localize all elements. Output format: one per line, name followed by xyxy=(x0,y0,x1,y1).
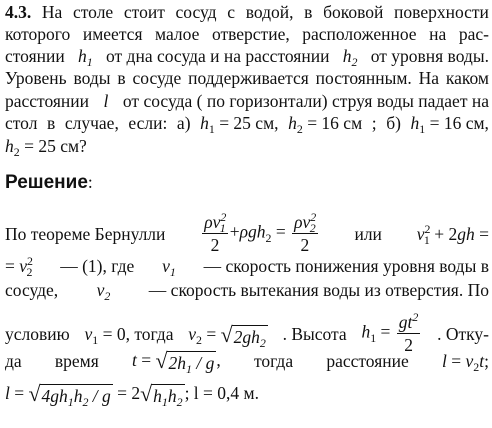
word: воды xyxy=(73,68,111,88)
solution-line-1 xyxy=(5,209,489,256)
equation-part-2: = $v^2_2$ xyxy=(5,253,33,280)
word: На xyxy=(418,68,440,88)
text-run: от дна сосуда и на расстоянии xyxy=(106,46,330,66)
word: б) xyxy=(386,113,401,133)
problem-number: 4.3. xyxy=(5,2,32,22)
word: сосуде xyxy=(132,68,182,88)
word: стол xyxy=(5,113,38,133)
problem-line-7 xyxy=(5,136,489,160)
word: а) xyxy=(176,113,191,133)
word: расстояние xyxy=(326,350,409,371)
problem-line-1 xyxy=(5,2,489,22)
word: стоит xyxy=(123,2,165,22)
word: сосуде, xyxy=(5,280,59,300)
word: расположенное xyxy=(302,24,417,44)
solution-line-2 xyxy=(5,253,489,280)
solution-heading-line xyxy=(5,172,489,193)
answer: ; l = 0,4 м. xyxy=(184,383,259,403)
question-mark: ? xyxy=(79,136,87,156)
word: в xyxy=(47,113,56,133)
word: да xyxy=(5,350,22,371)
var-v1: $v_1$ xyxy=(162,256,176,280)
word: имеется xyxy=(82,24,143,44)
problem-line-4 xyxy=(5,68,489,88)
formula-t: t = √ $2h_1$ / g , xyxy=(132,348,221,377)
word: с xyxy=(227,2,236,22)
word: на xyxy=(429,24,447,44)
formula-v2: $v_2$ = √ $2gh_2$ xyxy=(188,322,266,350)
word: На xyxy=(41,2,63,22)
value: = 25 см xyxy=(24,136,80,156)
problem-line-3 xyxy=(5,46,489,70)
var-h2: $h_2$ xyxy=(342,46,358,70)
problem-line-2 xyxy=(5,24,489,44)
final-formula: l = √ $4gh_1h_2$ / g = 2 √ $h_1h_2$ xyxy=(5,381,183,410)
text-run: По теореме Бернулли xyxy=(5,223,166,244)
word: постоянным. xyxy=(315,68,412,88)
solution-heading: Решение xyxy=(5,172,88,193)
text-run: от сосуда ( по горизонтали) струя воды падает на xyxy=(122,91,489,111)
word: которого xyxy=(5,24,71,44)
colon: : xyxy=(87,172,93,192)
word: в xyxy=(117,68,126,88)
case-a-h1: $h_1 = 25$ см, xyxy=(200,113,279,137)
word: каком xyxy=(445,68,489,88)
word: рас- xyxy=(458,24,489,44)
solution-line-6 xyxy=(5,380,489,410)
solution-line-3 xyxy=(5,280,489,304)
equation-part-1: $v^2_1 + 2gh$ = xyxy=(416,221,489,247)
word: случае, xyxy=(64,113,119,133)
word: поверхности xyxy=(394,2,489,22)
word: сосуд xyxy=(175,2,217,22)
text-run: . Отку- xyxy=(437,323,489,344)
word: расстоянии xyxy=(5,91,90,111)
var-v2: $v_2$ xyxy=(96,280,111,304)
word: время xyxy=(54,350,99,371)
solution-line-5 xyxy=(5,348,489,377)
case-b-h1: $h_1 = 16$ см, xyxy=(410,113,489,137)
condition-v1: $v_1 = 0$, тогда xyxy=(84,323,174,347)
text-run: , тогда xyxy=(125,323,174,344)
case-a-h2: $h_2 = 16$ см xyxy=(288,113,363,137)
word: водой, xyxy=(245,2,294,22)
word: стоянии xyxy=(5,46,65,66)
var-l: l xyxy=(103,91,109,111)
word: малое xyxy=(155,24,200,44)
text-run: — (1), где xyxy=(60,256,135,276)
value: = 16 см, xyxy=(429,113,489,133)
value: = 16 см xyxy=(307,113,363,133)
formula-h1: $h_1$ = $\frac{gt^2}{2}$ xyxy=(361,309,419,356)
word: если: xyxy=(128,113,168,133)
word: тогда xyxy=(253,350,294,371)
text-run: — скорость понижения уровня воды в xyxy=(203,256,489,276)
word: или xyxy=(354,223,382,244)
word: поддерживается xyxy=(188,68,309,88)
word: отверстие, xyxy=(211,24,290,44)
text-run: — скорость вытекания воды из отверстия. По xyxy=(148,280,489,300)
problem-line-6 xyxy=(5,113,489,137)
separator: ; xyxy=(371,113,377,133)
formula-l: $l = v_2t$; xyxy=(441,350,489,374)
word: условию xyxy=(5,323,70,344)
text-run: от уровня воды. xyxy=(370,46,489,66)
problem-line-5 xyxy=(5,91,489,111)
value: = 25 см, xyxy=(219,113,279,133)
word: боковой xyxy=(323,2,384,22)
bernoulli-equation: $\frac{\rho v^2_1}{2}$ +ρgh$_2$ = $\frac{\rho v^2_2}{2}$ xyxy=(204,209,317,256)
word: в xyxy=(304,2,313,22)
var-h1: $h_1$ xyxy=(78,46,93,70)
word: Уровень xyxy=(5,68,67,88)
comma: , xyxy=(216,350,221,370)
text-run: . Высота xyxy=(282,323,347,344)
word: столе xyxy=(73,2,114,22)
case-b-h2: $h_2 = 25$ см xyxy=(5,136,80,160)
